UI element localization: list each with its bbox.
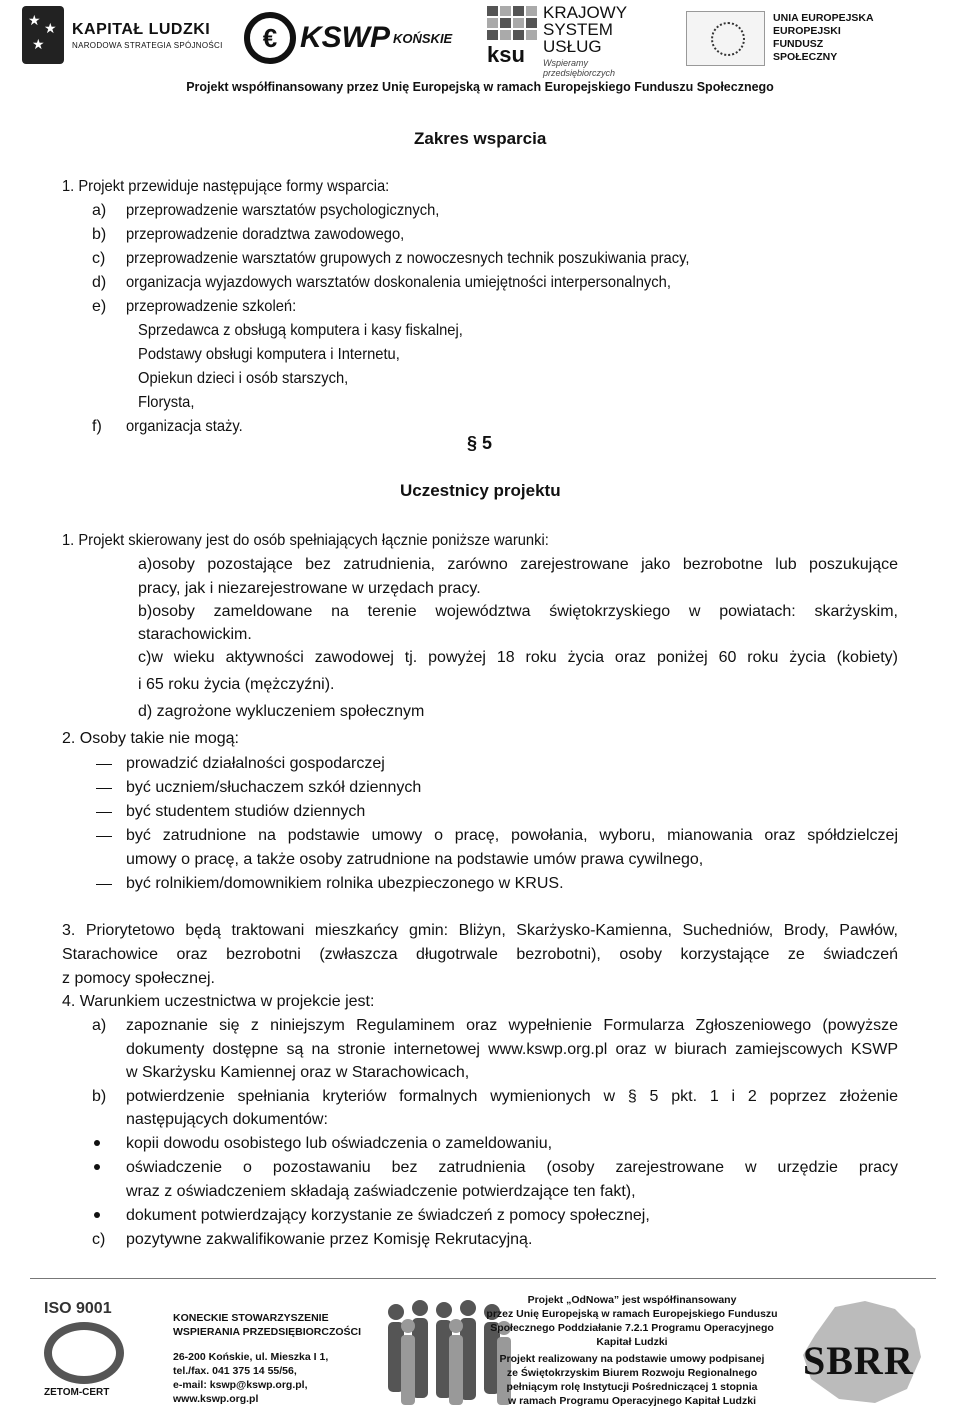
eu-flag-icon [686,11,765,66]
cannot-item: prowadzić działalności gospodarczej [126,755,385,772]
condition-b-line2: starachowickim. [138,626,252,643]
support-item: organizacja wyjazdowych warsztatów doskonalenia umiejętności interpersonalnych, [126,274,671,291]
item-letter: b) [92,226,107,243]
priority-line3: z pomocy społecznej. [62,970,215,987]
conditions-intro: 4. Warunkiem uczestnictwa w projekcie jest: [62,993,375,1010]
support-item: organizacja staży. [126,418,243,435]
cannot-item: być zatrudnione na podstawie umowy o pracę, powołania, wyboru, mianowania oraz spółdzielczej [126,827,898,844]
org-phone: tel./fax. 041 375 14 55/56, [173,1365,297,1377]
condition-4b-line2: następujących dokumentów: [126,1111,328,1128]
document-item: oświadczenie o pozostawaniu bez zatrudnienia (osoby zarejestrowane w urzędzie pracy [126,1159,898,1176]
ksu-grid-icon [487,6,537,40]
item-letter: c) [92,250,106,267]
ue-line2: EUROPEJSKI [773,25,841,37]
project-info-line: Kapitał Ludzki [596,1336,668,1348]
item-letter: a) [92,1017,107,1034]
item-letter: d) [92,274,107,291]
condition-a-line2: pracy, jak i niezarejestrowane w urzędach pracy. [138,580,481,597]
org-address: 26-200 Końskie, ul. Mieszka I 1, [173,1351,329,1363]
support-intro: 1. Projekt przewiduje następujące formy wsparcia: [62,178,390,195]
training-item: Podstawy obsługi komputera i Internetu, [138,346,400,363]
training-item: Opiekun dzieci i osób starszych, [138,370,349,387]
dash-icon [96,812,112,813]
cofinance-header: Projekt współfinansowany przez Unię Europejską w ramach Europejskiego Funduszu Społecznego [186,80,774,94]
item-letter: a) [92,202,107,219]
org-website: www.kswp.org.pl [173,1393,259,1405]
bullet-icon [94,1140,100,1146]
participants-intro: 1. Projekt skierowany jest do osób spełniających łącznie poniższe warunki: [62,532,549,549]
condition-4a-line2: dokumenty dostępne są na stronie internetowej www.kswp.org.pl oraz w biurach zamiejscowych KSWP [126,1041,898,1058]
sbrr-name: SBRR [803,1338,914,1383]
bullet-icon [94,1212,100,1218]
paragraph-number: § 5 [467,433,493,453]
kl-title: KAPITAŁ LUDZKI [72,20,211,38]
project-info-line: Projekt „OdNowa” jest współfinansowany [527,1294,737,1306]
support-item: przeprowadzenie warsztatów grupowych z nowoczesnych technik poszukiwania pracy, [126,250,690,267]
org-name-line1: KONECKIE STOWARZYSZENIE [173,1312,329,1324]
euro-sign-icon: € [244,12,296,64]
document-item-cont: wraz z oświadczeniem składają zaświadczenie potwierdzające ten fakt), [126,1183,636,1200]
kswp-name: KSWP [300,21,390,54]
cannot-intro: 2. Osoby takie nie mogą: [62,730,239,747]
ksu-line3: USŁUG [543,37,602,56]
kswp-city: KOŃSKIE [393,30,453,46]
dash-icon [96,764,112,765]
org-email: e-mail: kswp@kswp.org.pl, [173,1379,308,1391]
kl-subtitle: NARODOWA STRATEGIA SPÓJNOŚCI [72,40,223,50]
training-item: Sprzedawca z obsługą komputera i kasy fiskalnej, [138,322,463,339]
condition-c-line1: c)w wieku aktywności zawodowej tj. powyżej 18 roku życia oraz poniżej 60 roku życia (kobiety) [138,649,898,666]
ksu-line1: KRAJOWY [543,3,628,22]
ksu-word: ksu [487,42,525,67]
dash-icon [96,836,112,837]
support-item: przeprowadzenie szkoleń: [126,298,297,315]
cannot-item: być uczniem/słuchaczem szkół dziennych [126,779,422,796]
project-info-line: Projekt realizowany na podstawie umowy podpisanej [499,1353,765,1365]
item-letter: e) [92,298,107,315]
section-title-uczestnicy: Uczestnicy projektu [400,481,561,500]
cannot-item-cont: umowy o pracę, a także osoby zatrudnione na podstawie umów prawa cywilnego, [126,851,704,868]
condition-4a-line3: w Skarżysku Kamiennej oraz w Starachowicach, [126,1064,470,1081]
org-name-line2: WSPIERANIA PRZEDSIĘBIORCZOŚCI [173,1326,362,1338]
kswp-logo [244,8,459,68]
sbrr-logo [795,1295,927,1409]
eu-logo [686,8,886,68]
support-item: przeprowadzenie doradztwa zawodowego, [126,226,405,243]
condition-b-line1: b)osoby zameldowane na terenie województwa świętokrzyskiego w powiatach: skarżyskim, [138,603,898,620]
ksu-logo [487,3,657,78]
project-info-line: w ramach Programu Operacyjnego Kapitał Ludzki [508,1395,756,1407]
condition-a-line1: a)osoby pozostające bez zatrudnienia, zarówno zarejestrowane jako bezrobotne lub poszukujące [138,556,898,573]
ksu-line2: SYSTEM [543,20,613,39]
condition-4b-line1: potwierdzenie spełniania kryteriów formalnych wymienionych w § 5 pkt. 1 i 2 poprzez złożenie [126,1088,898,1105]
cannot-item: być rolnikiem/domownikiem rolnika ubezpieczonego w KRUS. [126,875,564,892]
kapital-ludzki-emblem-icon: ★ ★ ★ [22,6,64,64]
bullet-icon [94,1164,100,1170]
iso-circle-icon [44,1322,124,1384]
project-info-line: pełniącym rolę Instytucji Pośredniczącej 1 stopnia [506,1381,758,1393]
priority-line1: 3. Priorytetowo będą traktowani mieszkańcy gmin: Bliżyn, Skarżysko-Kamienna, Suchedniów, Brody, Pawłów, [62,922,898,939]
project-info-line: przez Unię Europejską w ramach Europejskiego Funduszu [486,1308,778,1320]
ue-line1: UNIA EUROPEJSKA [773,12,874,24]
section-title-zakres: Zakres wsparcia [414,129,547,148]
support-item: przeprowadzenie warsztatów psychologicznych, [126,202,440,219]
condition-4c: pozytywne zakwalifikowanie przez Komisję Rekrutacyjną. [126,1231,533,1248]
document-item: dokument potwierdzający korzystanie ze świadczeń z pomocy społecznej, [126,1207,650,1224]
dash-icon [96,884,112,885]
condition-c-line2: i 65 roku życia (mężczyźni). [138,676,335,693]
iso-logo [44,1300,132,1408]
ksu-tagline: Wspieramy przedsiębiorczych [543,58,616,78]
project-info-line: ze Świętokrzyskim Biurem Rozwoju Regionalnego [506,1367,758,1379]
cannot-item: być studentem studiów dziennych [126,803,366,820]
ue-line3: FUNDUSZ SPOŁECZNY [773,38,838,63]
project-info-line: Społecznego Poddziałanie 7.2.1 Programu Operacyjnego [490,1322,774,1334]
training-item: Florysta, [138,394,195,411]
item-letter: b) [92,1088,107,1105]
iso-title: ISO 9001 [44,1300,112,1317]
item-letter: c) [92,1231,106,1248]
dash-icon [96,788,112,789]
footer-divider [30,1278,936,1279]
document-item: kopii dowodu osobistego lub oświadczenia o zameldowaniu, [126,1135,553,1152]
condition-4a-line1: zapoznanie się z niniejszym Regulaminem oraz wypełnienie Formularza Zgłoszeniowego (powyższe [126,1017,898,1034]
kapital-ludzki-logo [22,4,237,66]
condition-d: d) zagrożone wykluczeniem społecznym [138,703,425,720]
item-letter: f) [92,418,102,435]
priority-line2: Starachowice oraz bezrobotni (zwłaszcza długotrwale bezrobotni), osoby korzystające ze świadczeń [62,946,898,963]
iso-cert: ZETOM-CERT [44,1387,110,1398]
